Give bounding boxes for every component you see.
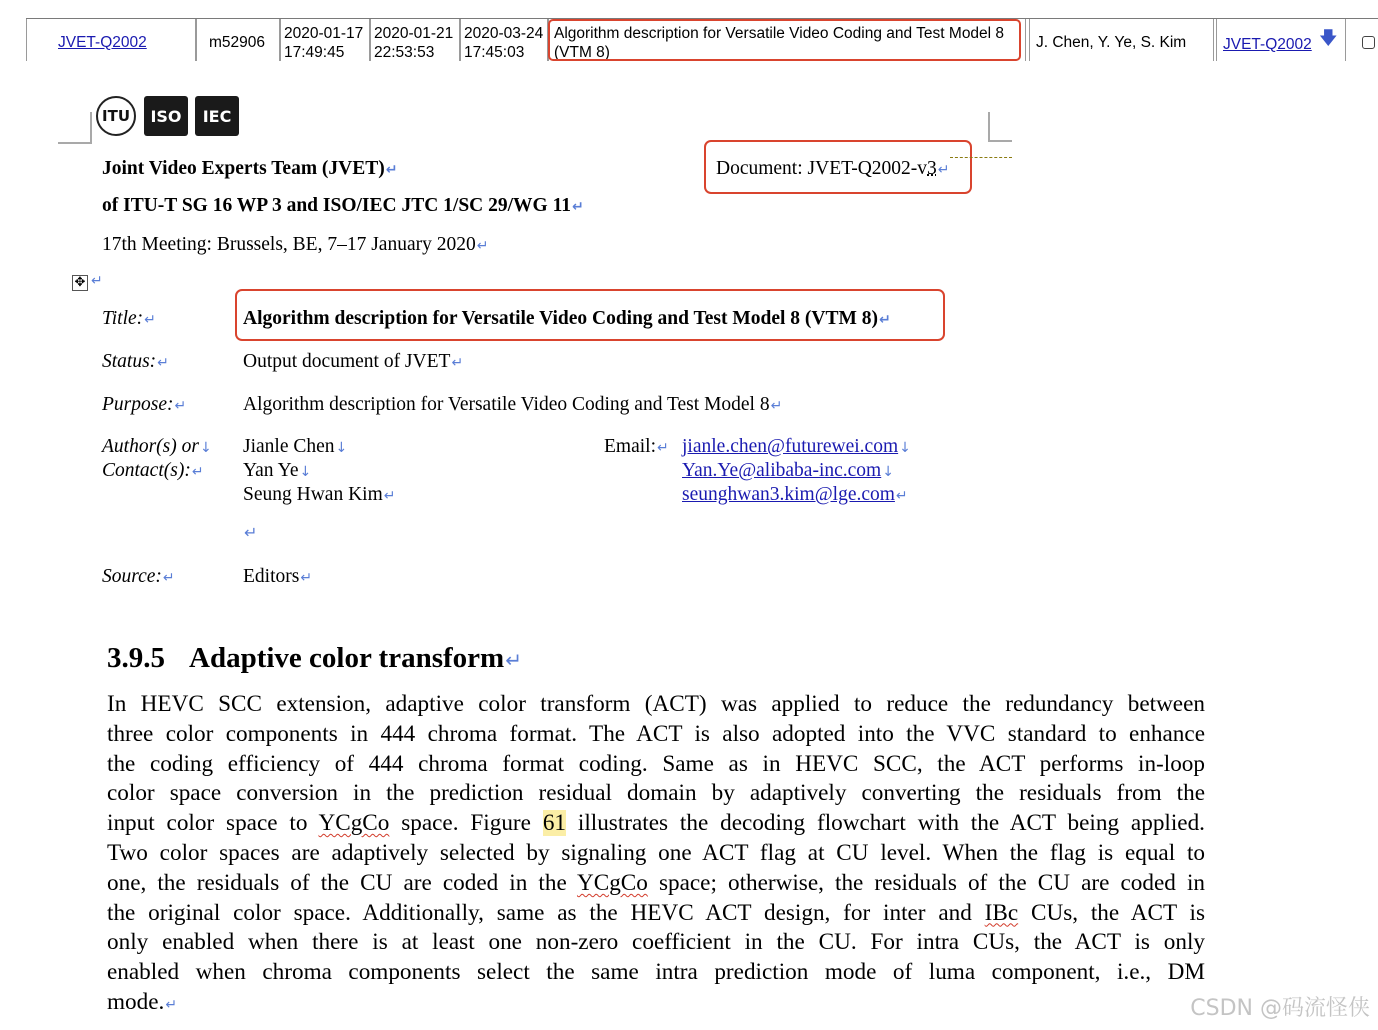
- text-run: Two color spaces are adaptively selected by signaling one ACT flag at CU level. When the flag is equal to: [107, 839, 1205, 866]
- paragraph-mark-icon: ↵: [451, 355, 464, 371]
- text-run: mode.: [107, 988, 165, 1015]
- status-label: [102, 351, 169, 373]
- spellcheck-word: YCgCo: [576, 869, 648, 896]
- author-3-text: Seung Hwan Kim: [243, 484, 383, 505]
- line-break-icon: ↓: [882, 464, 894, 480]
- paragraph-line: [107, 750, 1205, 780]
- paragraph-mark-icon: ↵: [157, 355, 169, 371]
- updated-time: 17:45:03: [464, 44, 525, 61]
- text-run: CUs, the ACT is: [1018, 899, 1205, 926]
- author-2: [243, 460, 311, 482]
- paragraph-line: [107, 988, 1205, 1018]
- registry-title-line2: (VTM 8): [554, 44, 610, 61]
- paragraph-mark-icon: ↵: [657, 440, 669, 456]
- paragraph-mark-icon: ↵: [937, 162, 950, 178]
- registry-title-line1: Algorithm description for Versatile Video Coding and Test Model 8: [554, 25, 1005, 42]
- email-2: [682, 460, 894, 482]
- paragraph-line: [107, 928, 1205, 958]
- line-break-icon: ↓: [299, 464, 312, 480]
- download-link[interactable]: JVET-Q2002: [1223, 36, 1312, 53]
- section-title: Adaptive color transform: [189, 642, 505, 674]
- paragraph-mark-icon: ↵: [300, 570, 313, 586]
- table-move-handle-icon[interactable]: ✥: [72, 275, 88, 291]
- cell-download: [1216, 19, 1346, 61]
- corner-mark-right: [988, 112, 1012, 142]
- meeting-text: 17th Meeting: Brussels, BE, 7–17 January 2020: [102, 234, 476, 255]
- authors-label-1: [102, 436, 212, 458]
- registry-authors: J. Chen, Y. Ye, S. Kim: [1036, 34, 1187, 51]
- itu-logo-text: ITU: [102, 107, 130, 125]
- text-run: the coding efficiency of 444 chroma format coding. Same as in HEVC SCC, the ACT performs in-loop: [107, 750, 1205, 777]
- cell-authors: [1029, 19, 1214, 61]
- paragraph-mark-icon: ↵: [572, 199, 584, 215]
- org-line-1: [102, 158, 398, 180]
- email-3-link[interactable]: seunghwan3.kim@lge.com: [682, 484, 895, 505]
- paragraph-mark-icon: ↵: [162, 570, 175, 586]
- mpeg-number: m52906: [209, 34, 266, 51]
- text-run: In HEVC SCC extension, adaptive color transform (ACT) was applied to reduce the redundancy between: [107, 691, 1205, 717]
- paragraph-mark-icon: ↵: [476, 238, 489, 254]
- purpose-label-text: Purpose:: [102, 394, 174, 415]
- paragraph-line: [107, 809, 1205, 839]
- email-label: [604, 436, 669, 458]
- text-run: one, the residuals of the CU are coded in the: [107, 869, 577, 896]
- iso-logo-text: ISO: [150, 106, 182, 126]
- text-run: enabled when chroma components select the same intra prediction mode of luma component, i.e., DM: [107, 959, 1205, 986]
- iec-logo: [195, 96, 239, 136]
- authors-label-2: [102, 460, 204, 482]
- paragraph-mark-icon: ↵: [385, 162, 398, 178]
- paragraph-mark-icon: ↵: [165, 996, 178, 1013]
- purpose-label: [102, 394, 186, 416]
- source-value: [243, 566, 312, 588]
- paragraph-mark-icon: ↵: [879, 312, 891, 328]
- author-1: [243, 436, 347, 458]
- updated-date: 2020-03-24: [464, 25, 544, 42]
- section-number: 3.9.5: [107, 642, 165, 674]
- watermark: CSDN @码流怪侠: [1190, 996, 1370, 1021]
- corner-mark-left-vertical: [90, 112, 92, 142]
- email-3: [682, 484, 908, 506]
- document-id-highlight-box: [704, 140, 972, 194]
- text-run: three color components in 444 chroma format. The ACT is also adopted into the VVC standard to enhance: [107, 720, 1205, 747]
- title-label: [102, 308, 156, 330]
- itu-logo: [96, 96, 136, 136]
- source-label-text: Source:: [102, 566, 162, 587]
- org-line-1-text: Joint Video Experts Team (JVET): [102, 158, 385, 179]
- uploaded-time: 22:53:53: [374, 44, 435, 61]
- section-paragraph: [107, 690, 1205, 1018]
- email-label-text: Email:: [604, 436, 656, 457]
- purpose-value: [243, 394, 782, 416]
- cell-mpeg-number: [196, 19, 280, 61]
- authors-label-2-text: Contact(s):: [102, 460, 191, 481]
- spellcheck-word: IBc: [984, 899, 1019, 926]
- source-label: [102, 566, 175, 588]
- org-line-2: [102, 195, 584, 217]
- spellcheck-word: YCgCo: [318, 810, 390, 837]
- cell-uploaded: [370, 19, 460, 61]
- paragraph-mark-icon: ↵: [144, 312, 156, 328]
- paragraph-mark-icon: ↵: [770, 398, 783, 414]
- line-break-icon: ↓: [899, 440, 911, 456]
- paragraph-line: [107, 869, 1205, 899]
- empty-paragraph-mark-icon: ↵: [244, 523, 258, 542]
- title-value-text: Algorithm description for Versatile Video Coding and Test Model 8 (VTM 8): [243, 308, 879, 329]
- text-run: color space conversion in the prediction residual domain by adaptively converting the residuals from the: [107, 780, 1205, 807]
- paragraph-line: [107, 690, 1205, 720]
- doc-number-link[interactable]: JVET-Q2002: [58, 34, 147, 51]
- status-value-text: Output document of JVET: [243, 351, 451, 372]
- paragraph-mark-icon: ↵: [383, 488, 396, 504]
- document-registry-row: [0, 0, 1378, 70]
- paragraph-mark-icon: ↵: [174, 398, 187, 414]
- paragraph-line: [107, 899, 1205, 929]
- created-date: 2020-01-17: [284, 25, 364, 42]
- authors-label-1-text: Author(s) or: [102, 436, 199, 457]
- text-run: illustrates the decoding flowchart with the ACT being applied.: [566, 810, 1205, 837]
- paragraph-mark-icon: ↵: [191, 464, 204, 480]
- status-value: [243, 351, 463, 373]
- document-id-prefix: Document: JVET-Q2002-v: [716, 158, 928, 179]
- paragraph-line: [107, 958, 1205, 988]
- status-label-text: Status:: [102, 351, 157, 372]
- title-highlight-box: [548, 19, 1021, 61]
- figure-reference: 61: [542, 810, 566, 837]
- iec-logo-text: IEC: [202, 106, 232, 126]
- source-value-text: Editors: [243, 566, 300, 587]
- paragraph-mark-icon: ↵: [895, 488, 908, 504]
- document-version: 3: [927, 158, 937, 179]
- line-break-icon: ↓: [335, 440, 348, 456]
- cell-updated: [460, 19, 548, 61]
- created-time: 17:49:45: [284, 44, 345, 61]
- paragraph-mark-icon: ↵: [91, 273, 103, 289]
- paragraph-line: [107, 720, 1205, 750]
- text-run: only enabled when there is at least one non-zero coefficient in the CU. For intra CUs, the ACT is only: [107, 929, 1205, 956]
- iso-logo: [144, 96, 188, 136]
- meeting-line: [102, 234, 488, 256]
- author-3: [243, 484, 395, 506]
- paragraph-line: [107, 779, 1205, 809]
- title-value-highlight-box: [235, 289, 945, 341]
- text-run: space; otherwise, the residuals of the CU are coded in: [647, 869, 1205, 896]
- uploaded-date: 2020-01-21: [374, 25, 454, 42]
- author-1-text: Jianle Chen: [243, 436, 335, 457]
- corner-mark-left: [58, 112, 92, 144]
- section-heading: [107, 642, 522, 675]
- author-2-text: Yan Ye: [243, 460, 299, 481]
- email-1: [682, 436, 911, 458]
- cell-created: [280, 19, 370, 61]
- select-checkbox[interactable]: [1362, 36, 1375, 49]
- email-2-link[interactable]: Yan.Ye@alibaba-inc.com: [682, 460, 882, 481]
- text-run: the original color space. Additionally, same as the HEVC ACT design, for inter and: [107, 899, 985, 926]
- paragraph-mark-icon: ↵: [505, 648, 522, 672]
- revision-connector: [950, 157, 1012, 158]
- cell-doc-number: [26, 19, 196, 61]
- download-arrow-icon[interactable]: 🡇: [1319, 28, 1338, 48]
- org-line-2-text: of ITU-T SG 16 WP 3 and ISO/IEC JTC 1/SC 29/WG 11: [102, 195, 572, 216]
- line-break-icon: ↓: [199, 440, 212, 456]
- purpose-value-text: Algorithm description for Versatile Video Coding and Test Model 8: [243, 394, 770, 415]
- title-label-text: Title:: [102, 308, 144, 329]
- text-run: space. Figure: [389, 810, 543, 837]
- paragraph-line: [107, 839, 1205, 869]
- email-1-link[interactable]: jianle.chen@futurewei.com: [682, 436, 899, 457]
- text-run: input color space to: [107, 810, 319, 837]
